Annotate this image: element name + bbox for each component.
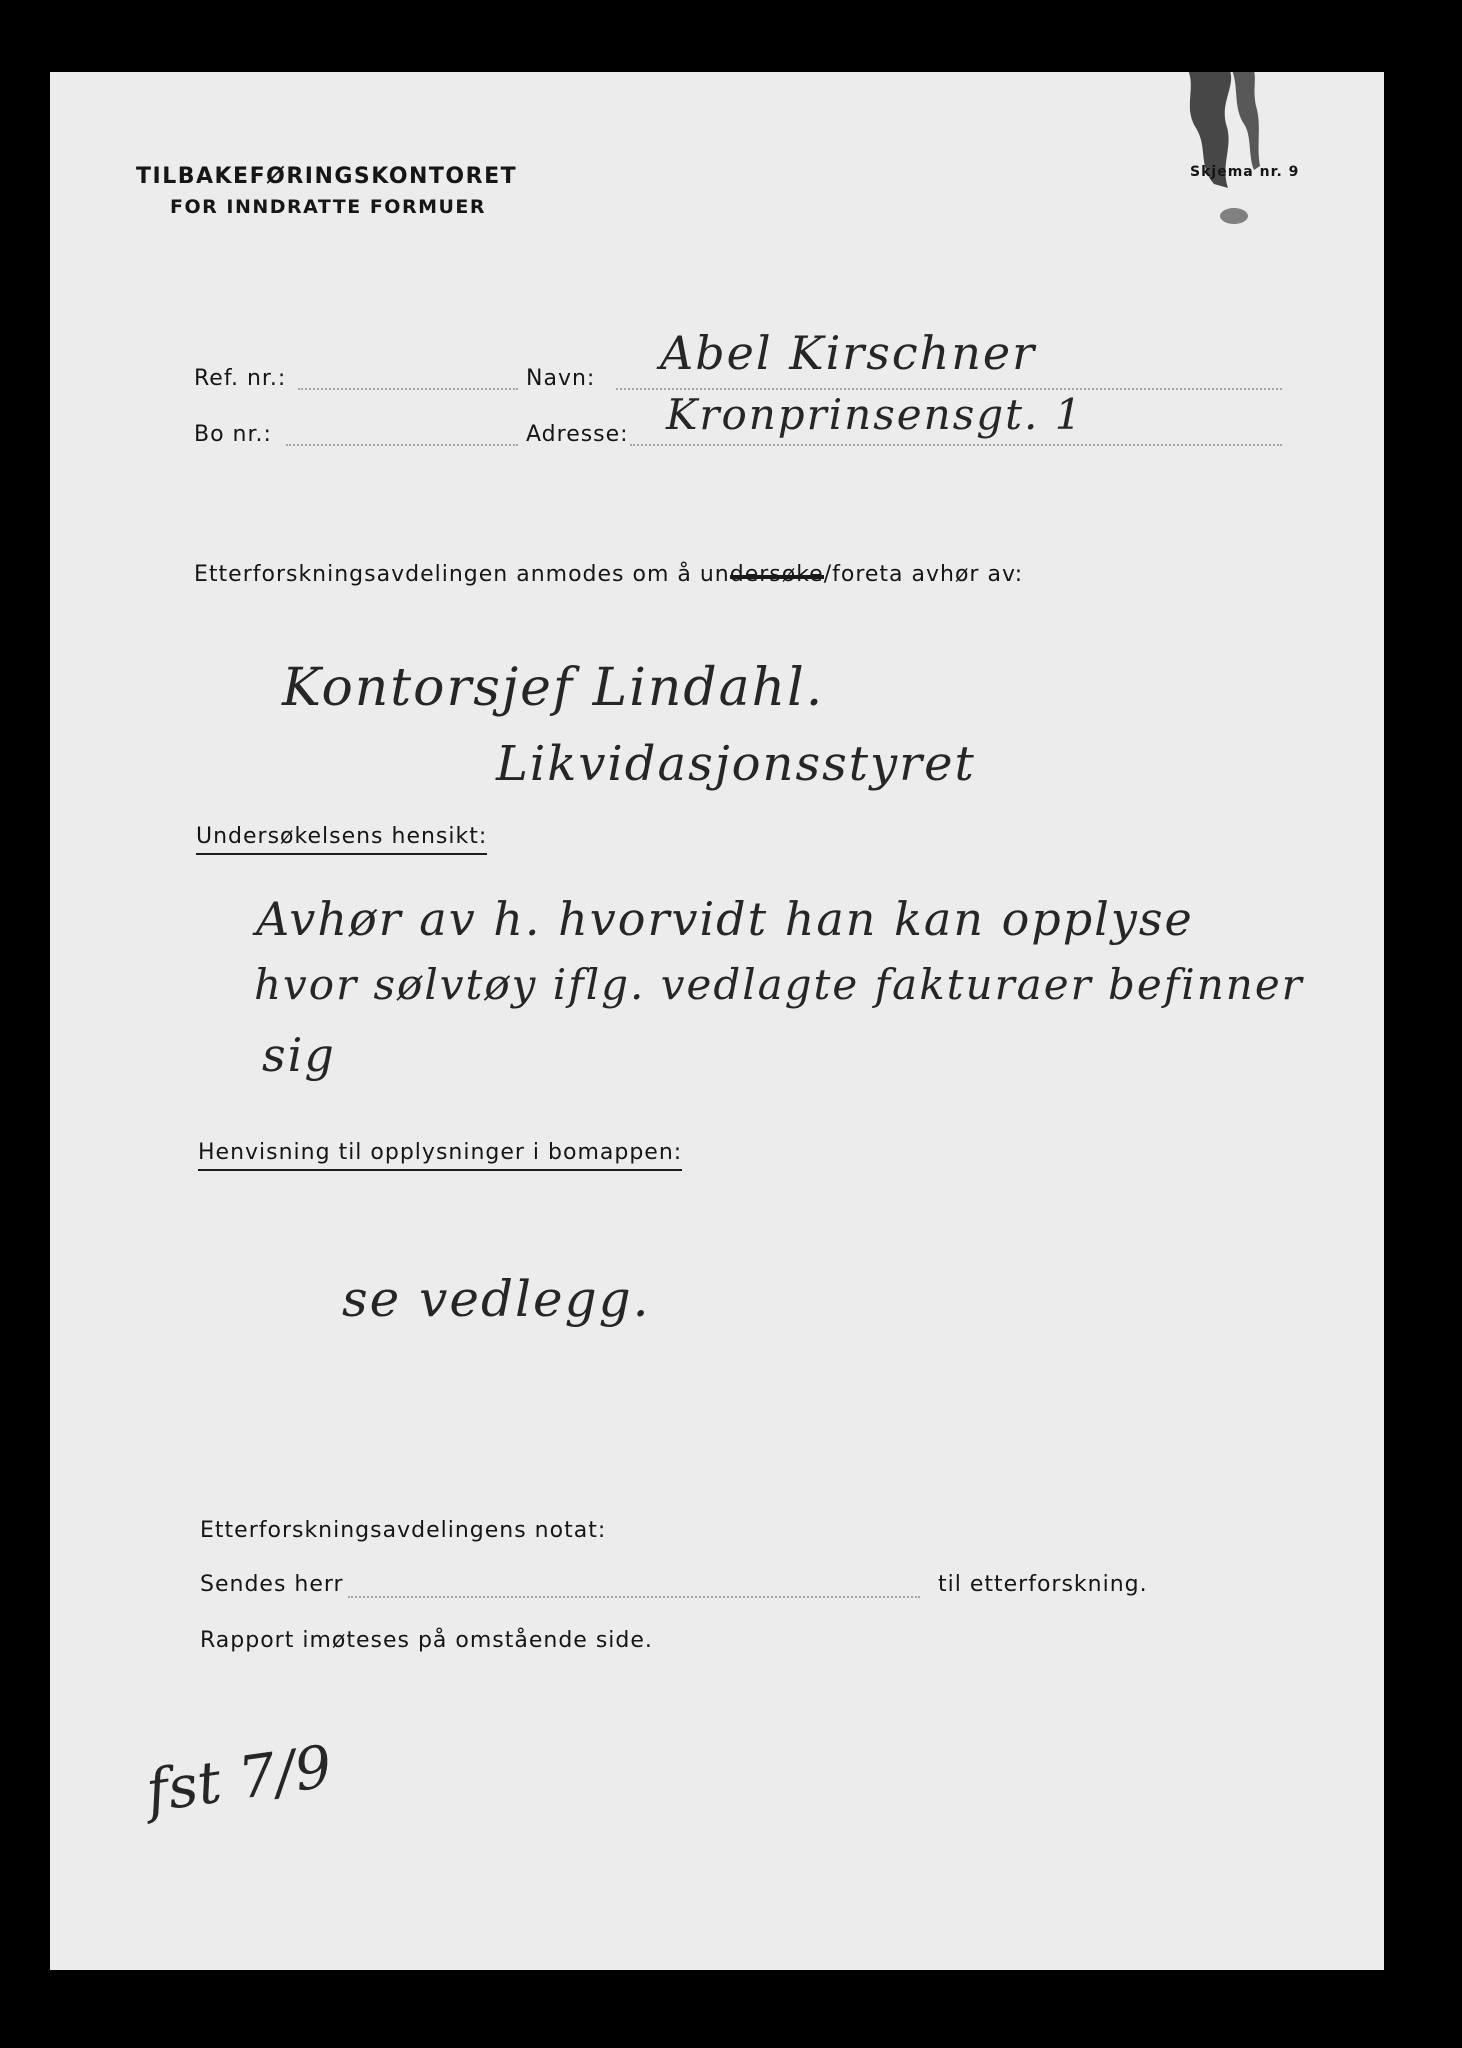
request-hand-line1: Kontorsjef Lindahl.: [282, 658, 825, 718]
sendes-label: Sendes herr: [200, 1572, 344, 1597]
adresse-label: Adresse:: [526, 422, 629, 447]
adresse-value: Kronprinsensgt. 1: [666, 390, 1084, 439]
strike-mark: [730, 575, 824, 579]
bo-line: [286, 444, 518, 446]
ref-line: [298, 388, 518, 390]
reference-heading: Henvisning til opplysninger i bomappen:: [198, 1140, 682, 1171]
request-text-after: /foreta avhør av:: [823, 562, 1024, 587]
org-name-line1: TILBAKEFØRINGSKONTORET: [136, 164, 518, 189]
purpose-hand-line1: Avhør av h. hvorvidt han kan opplyse: [256, 892, 1194, 946]
sendes-line: [348, 1596, 920, 1598]
purpose-hand-line2: hvor sølvtøy iflg. vedlagte fakturaer befinner: [254, 960, 1304, 1009]
adresse-line: [630, 444, 1282, 446]
ink-smudge: [1168, 72, 1262, 236]
purpose-hand-line3: sig: [262, 1028, 336, 1082]
request-line: [194, 562, 1023, 587]
ref-label: Ref. nr.:: [194, 366, 287, 391]
rapport-label: Rapport imøteses på omstående side.: [200, 1628, 653, 1653]
struck-word: dersøke: [729, 562, 824, 587]
notat-label: Etterforskningsavdelingens notat:: [200, 1518, 607, 1543]
til-label: til etterforskning.: [938, 1572, 1148, 1597]
form-sheet: [50, 72, 1384, 1970]
schema-number: Skjema nr. 9: [1190, 164, 1300, 180]
signature-initials: fst 7/9: [142, 1732, 336, 1826]
bo-label: Bo nr.:: [194, 422, 272, 447]
navn-label: Navn:: [526, 366, 596, 391]
request-text-before: Etterforskningsavdelingen anmodes om å un: [194, 562, 730, 587]
reference-hand: se vedlegg.: [342, 1270, 651, 1328]
request-hand-line2: Likvidasjonsstyret: [496, 736, 976, 792]
navn-value: Abel Kirschner: [660, 326, 1037, 380]
purpose-heading: Undersøkelsens hensikt:: [196, 824, 487, 855]
org-name-line2: FOR INNDRATTE FORMUER: [170, 196, 487, 218]
